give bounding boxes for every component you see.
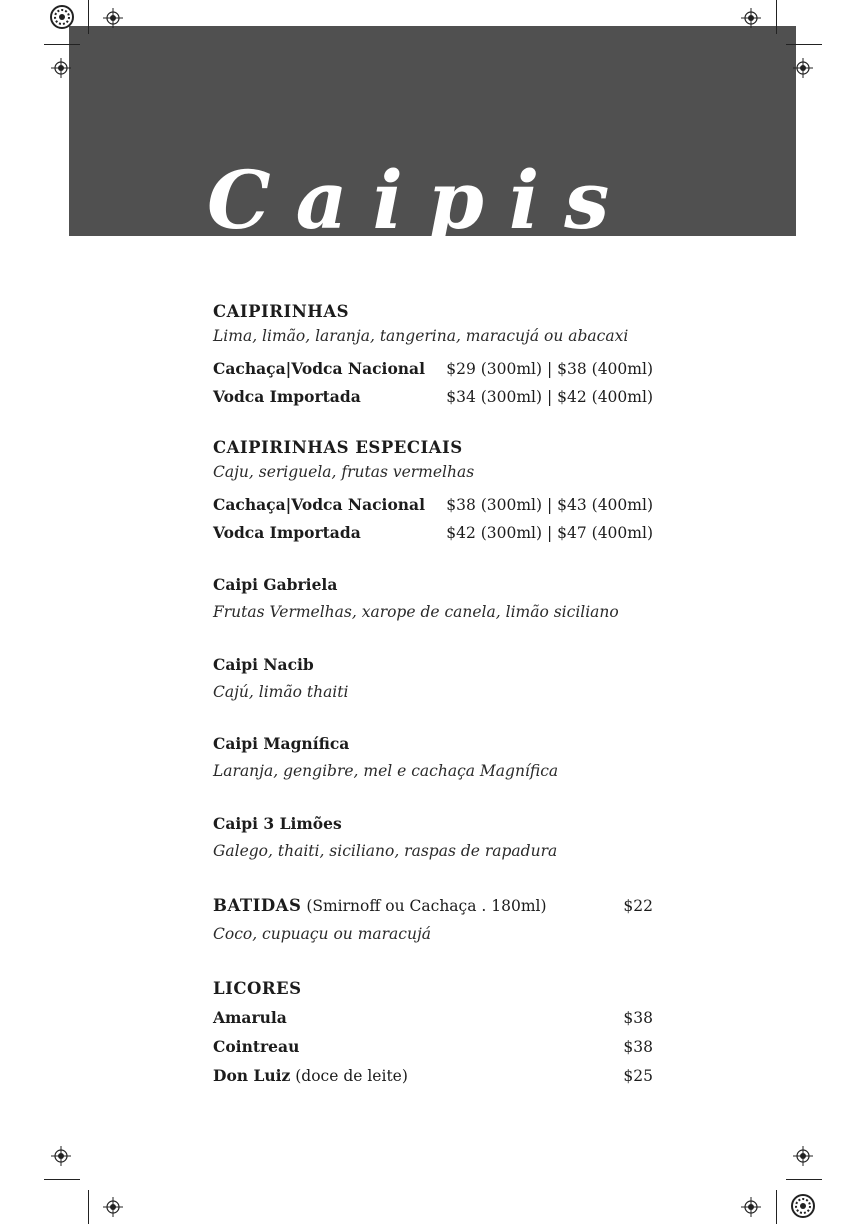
registration-mark-icon — [741, 1197, 761, 1217]
price-row — [213, 359, 653, 378]
item-name: Amarula — [213, 1008, 287, 1027]
item-name: Cointreau — [213, 1037, 300, 1056]
drink-description: Coco, cupuaçu ou maracujá — [213, 925, 431, 943]
drink-name: Caipi 3 Limões — [213, 814, 342, 833]
drink-description: Frutas Vermelhas, xarope de canela, limão siciliano — [213, 603, 619, 621]
registration-mark-icon — [793, 58, 813, 78]
section-heading: CAIPIRINHAS ESPECIAIS — [213, 438, 463, 457]
item-price: $25 — [623, 1067, 653, 1085]
registration-mark-icon — [103, 8, 123, 28]
item-price: $38 (300ml) | $43 (400ml) — [446, 496, 653, 514]
item-note: (doce de leite) — [295, 1067, 408, 1085]
registration-mark-icon — [51, 58, 71, 78]
section-description: Lima, limão, laranja, tangerina, maracujá ou abacaxi — [213, 327, 629, 345]
registration-mark-icon — [103, 1197, 123, 1217]
registration-mark-icon — [51, 1146, 71, 1166]
section-description: Caju, seriguela, frutas vermelhas — [213, 463, 475, 481]
item-note: (Smirnoff ou Cachaça . 180ml) — [306, 897, 547, 915]
drink-description: Laranja, gengibre, mel e cachaça Magnífica — [213, 762, 559, 780]
item-price: $22 — [623, 897, 653, 915]
price-row — [213, 387, 653, 406]
item-name: BATIDAS — [213, 896, 302, 915]
item-name: Vodca Importada — [213, 387, 361, 406]
page-title: Caipis — [207, 153, 635, 247]
item-price: $29 (300ml) | $38 (400ml) — [446, 360, 653, 378]
registration-mark-icon — [793, 1146, 813, 1166]
drink-name: Caipi Magnífica — [213, 734, 350, 753]
color-target-icon — [49, 4, 75, 30]
item-name: Cachaça|Vodca Nacional — [213, 495, 425, 514]
crop-line — [776, 0, 777, 34]
drink-description: Galego, thaiti, siciliano, raspas de rapadura — [213, 842, 558, 860]
drink-name: Caipi Gabriela — [213, 575, 338, 594]
item-price: $34 (300ml) | $42 (400ml) — [446, 388, 653, 406]
drink-description: Cajú, limão thaiti — [213, 683, 349, 701]
crop-line — [786, 44, 822, 45]
crop-line — [44, 1179, 80, 1180]
crop-line — [44, 44, 80, 45]
registration-mark-icon — [741, 8, 761, 28]
item-name: Cachaça|Vodca Nacional — [213, 359, 425, 378]
item-price: $38 — [623, 1009, 653, 1027]
item-name: Vodca Importada — [213, 523, 361, 542]
section-heading: CAIPIRINHAS — [213, 302, 350, 321]
crop-line — [776, 1190, 777, 1224]
drink-name: Caipi Nacib — [213, 655, 314, 674]
price-row — [213, 896, 653, 915]
price-row — [213, 523, 653, 542]
item-price: $42 (300ml) | $47 (400ml) — [446, 524, 653, 542]
crop-line — [88, 0, 89, 34]
color-target-icon — [790, 1193, 816, 1219]
item-price: $38 — [623, 1038, 653, 1056]
price-row — [213, 1066, 653, 1085]
section-heading: LICORES — [213, 979, 302, 998]
crop-line — [88, 1190, 89, 1224]
price-row — [213, 1037, 653, 1056]
item-name: Don Luiz — [213, 1066, 291, 1085]
crop-line — [786, 1179, 822, 1180]
price-row — [213, 495, 653, 514]
price-row — [213, 1008, 653, 1027]
